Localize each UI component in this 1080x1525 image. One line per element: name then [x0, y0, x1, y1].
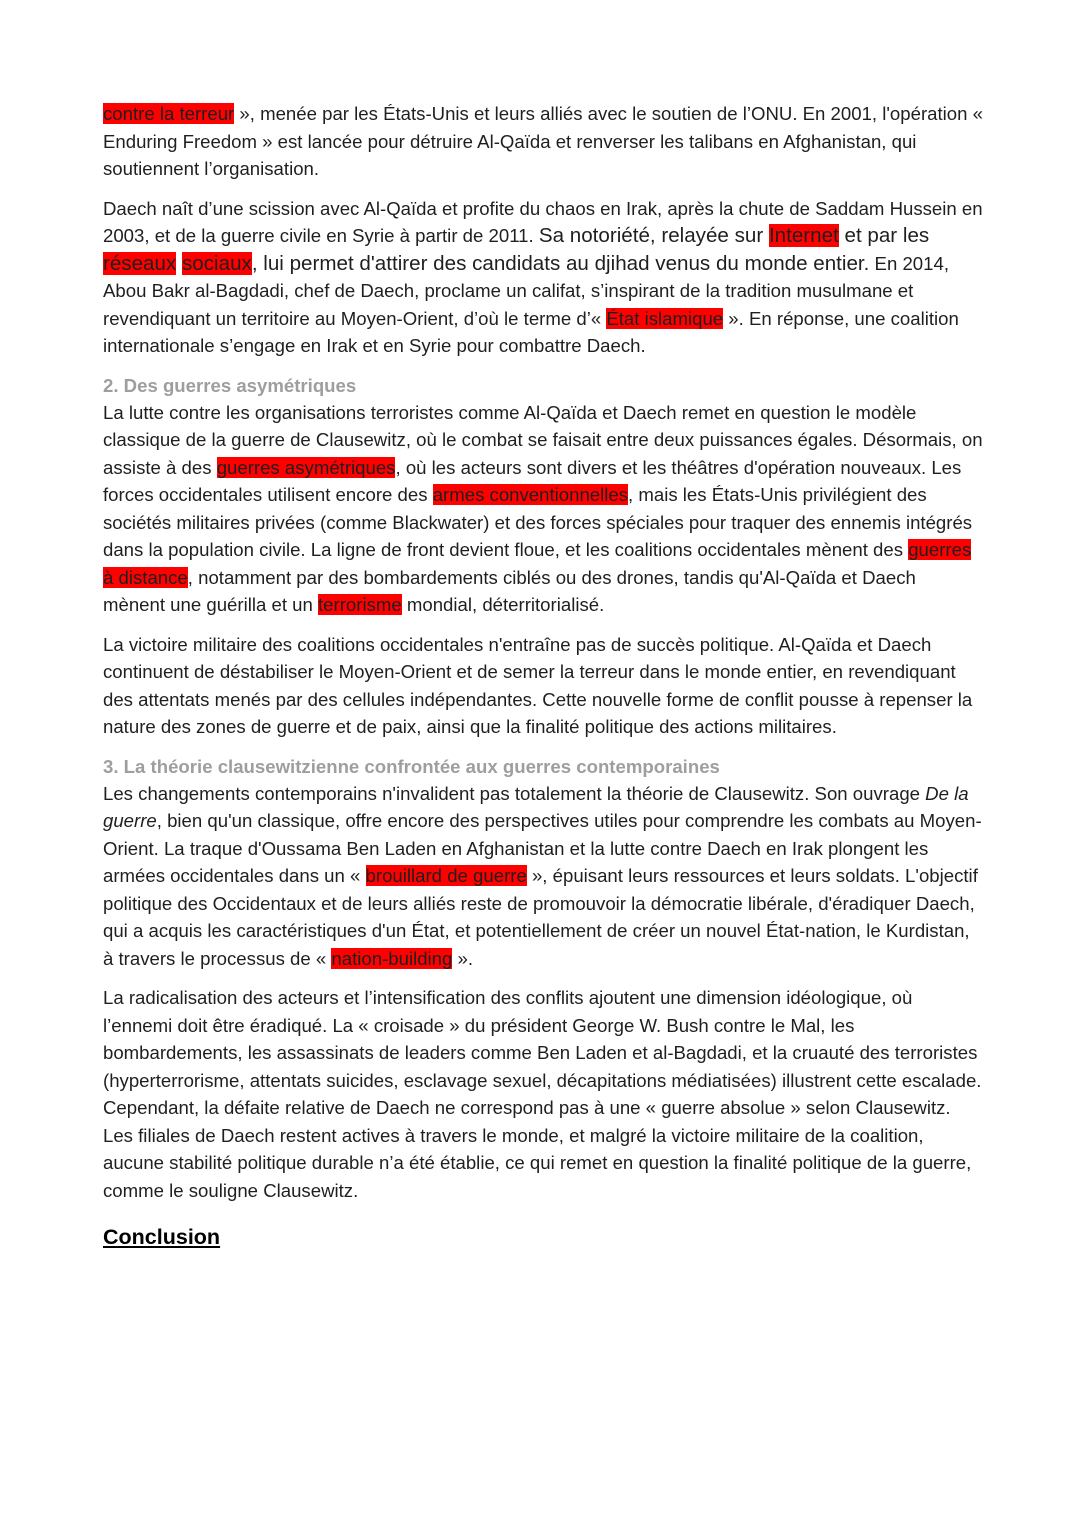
paragraph-asymetriques: La lutte contre les organisations terroristes comme Al-Qaïda et Daech remet en question le modèle classique de la guerre de Clausewitz, où le combat se faisait entre deux puissances égales. Désormais, on assiste à des guerres asymétriques, où les acteurs sont divers et les théâtres d'opération nouveaux. Les forces occidentales utilisent encore des armes conventionnelles, mais les États-Unis privilégient des sociétés militaires privées (comme Blackwater) et des forces spéciales pour traquer des ennemis intégrés dans la population civile. La ligne de front devient floue, et les coalitions occidentales mènent des guerres à distance, notamment par des bombardements ciblés ou des drones, tandis qu'Al-Qaïda et Daech mènent une guérilla et un terrorisme mondial, déterritorialisé. [103, 401, 983, 615]
highlight-brouillard-de-guerre: brouillard de guerre [365, 865, 527, 886]
conclusion-heading: Conclusion [103, 1225, 221, 1249]
paragraph-victoire: La victoire militaire des coalitions occidentales n'entraîne pas de succès politique. Al-Qaïda et Daech continuent de déstabiliser le Moyen-Orient et de semer la terreur dans le monde entier, en revendiquant des attentats menés par des cellules indépendantes. Cette nouvelle forme de conflit pousse à repenser la nature des zones de guerre et de paix, ainsi que la finalité politique des actions militaires. [103, 633, 973, 737]
highlight-terrorisme: terrorisme [318, 594, 402, 615]
paragraph-daech: Daech naît d’une scission avec Al-Qaïda et profite du chaos en Irak, après la chute de Saddam Hussein en 2003, et de la guerre civile en Syrie à partir de 2011. Sa notoriété, relayée sur Internet et par les réseaux sociaux, lui permet d'attirer des candidats au djihad venus du monde entier. En 2014, Abou Bakr al-Bagdadi, chef de Daech, proclame un califat, s’inspirant de la tradition musulmane et revendiquant un territoire au Moyen-Orient, d’où le terme d’« État islamique ». En réponse, une coalition internationale s’engage en Irak et en Syrie pour combattre Daech. [103, 197, 983, 356]
highlight-armes-conventionnelles: armes conventionnelles [432, 484, 629, 505]
paragraph-clausewitz: Les changements contemporains n'invalident pas totalement la théorie de Clausewitz. Son ouvrage De la guerre, bien qu'un classique, offre encore des perspectives utiles pour comprendre les combats au Moyen-Orient. La traque d'Oussama Ben Laden en Afghanistan et la lutte contre Daech en Irak plongent les armées occidentales dans un « brouillard de guerre », épuisant leurs ressources et leurs soldats. L'objectif politique des Occidentaux et de leurs alliés reste de promouvoir la démocratie libérale, d'éradiquer Daech, qui a acquis les caractéristiques d'un État, et potentiellement de créer un nouvel État-nation, le Kurdistan, à travers le processus de « nation-building ». [103, 782, 982, 969]
highlight-contre-la-terreur: contre la terreur [103, 103, 235, 124]
highlight-internet: Internet [768, 224, 839, 247]
highlight-nation-building: nation-building [331, 947, 453, 969]
highlight-guerres-a-distance: guerres à distance [103, 539, 972, 588]
highlight-etat-islamique: État islamique [606, 307, 724, 329]
highlight-reseaux: réseaux [103, 251, 177, 275]
document-page [103, 100, 983, 1252]
highlight-sociaux: sociaux [182, 251, 252, 275]
highlight-guerres-asymetriques: guerres asymétriques [216, 456, 396, 478]
paragraph-intro: contre la terreur », menée par les États-Unis et leurs alliés avec le soutien de l’ONU. En 2001, l'opération « Enduring Freedom » est lancée pour détruire Al-Qaïda et renverser les talibans en Afghanistan, qui soutiennent l’organisation. [103, 103, 983, 179]
paragraph-radicalisation: La radicalisation des acteurs et l’intensification des conflits ajoutent une dimension idéologique, où l’ennemi doit être éradiqué. La « croisade » du président George W. Bush contre le Mal, les bombardements, les assassinats de leaders comme Ben Laden et al-Bagdadi, et la cruauté des terroristes (hyperterrorisme, attentats suicides, esclavage sexuel, décapitations médiatisées) illustrent cette escalade. Cependant, la défaite relative de Daech ne correspond pas à une « guerre absolue » selon Clausewitz. Les filiales de Daech restent actives à travers le monde, et malgré la victoire militaire de la coalition, aucune stabilité politique durable n’a été établie, ce qui remet en question la finalité politique de la guerre, comme le souligne Clausewitz. [103, 987, 982, 1201]
section-heading-2: 2. Des guerres asymétriques [103, 374, 357, 396]
book-title: De la guerre [103, 782, 969, 831]
section-heading-3: 3. La théorie clausewitzienne confrontée aux guerres contemporaines [103, 755, 720, 777]
